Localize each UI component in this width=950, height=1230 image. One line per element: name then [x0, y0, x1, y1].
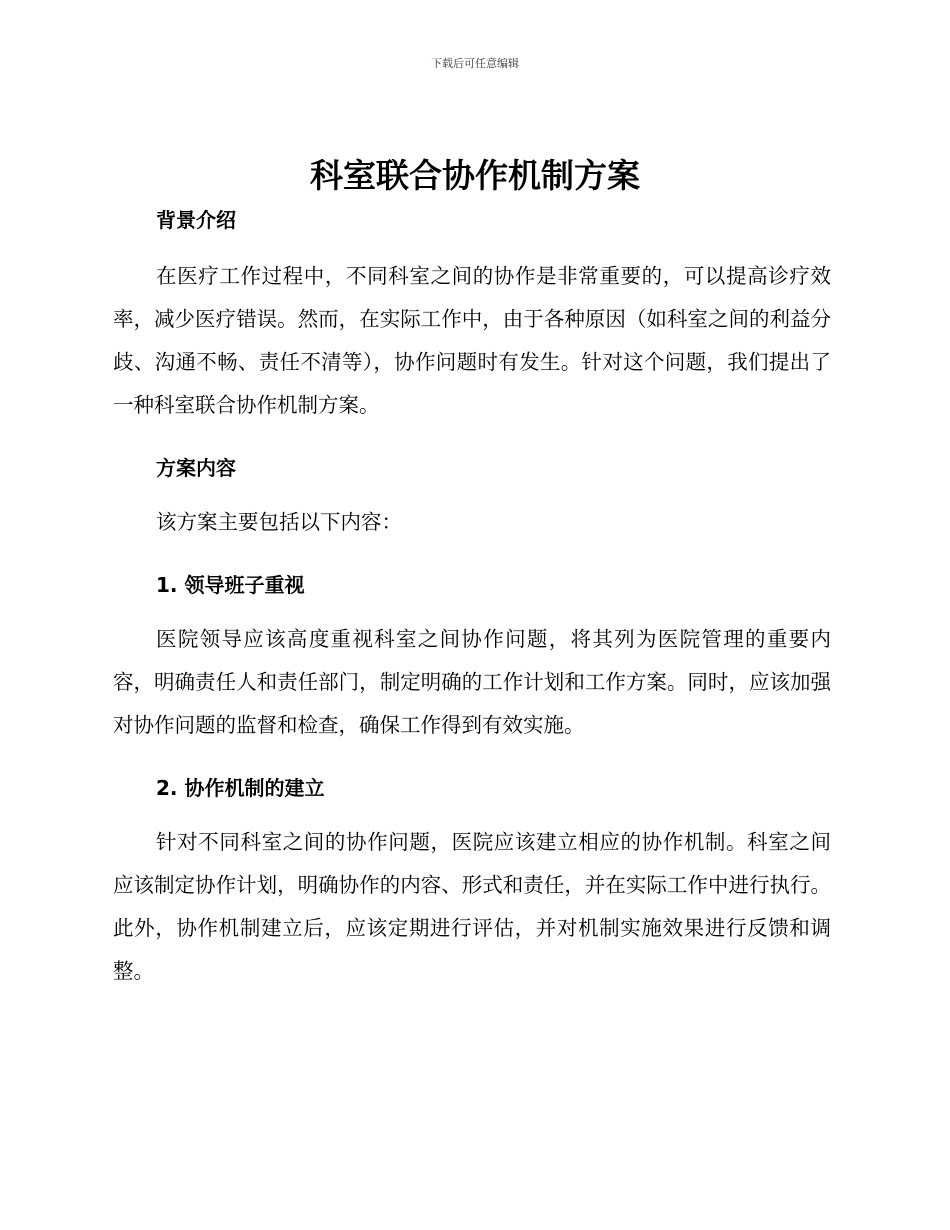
paragraph-item-2: 针对不同科室之间的协作问题，医院应该建立相应的协作机制。科室之间应该制定协作计划，明确协作的内容、形式和责任，并在实际工作中进行执行。此外，协作机制建立后，应该定期进行评估，并对机制实施效果进行反馈和调整。 [113, 830, 831, 983]
paragraph-item-1: 医院领导应该高度重视科室之间协作问题，将其列为医院管理的重要内容，明确责任人和责任部门，制定明确的工作计划和工作方案。同时，应该加强对协作问题的监督和检查，确保工作得到有效实施。 [113, 627, 831, 737]
document-title: 科室联合协作机制方案 [310, 156, 640, 195]
header-note: 下载后可任意编辑 [431, 57, 519, 70]
heading-background: 背景介绍 [156, 208, 236, 232]
heading-item-1: 1. 领导班子重视 [156, 573, 305, 597]
paragraph-background: 在医疗工作过程中，不同科室之间的协作是非常重要的，可以提高诊疗效率，减少医疗错误。然而，在实际工作中，由于各种原因（如科室之间的利益分歧、沟通不畅、责任不清等），协作问题时有发生。针对这个问题，我们提出了一种科室联合协作机制方案。 [113, 264, 831, 417]
document-body [113, 205, 831, 993]
heading-plan-content: 方案内容 [156, 456, 236, 480]
heading-item-2: 2. 协作机制的建立 [156, 776, 325, 800]
paragraph-plan-intro: 该方案主要包括以下内容： [156, 510, 402, 534]
